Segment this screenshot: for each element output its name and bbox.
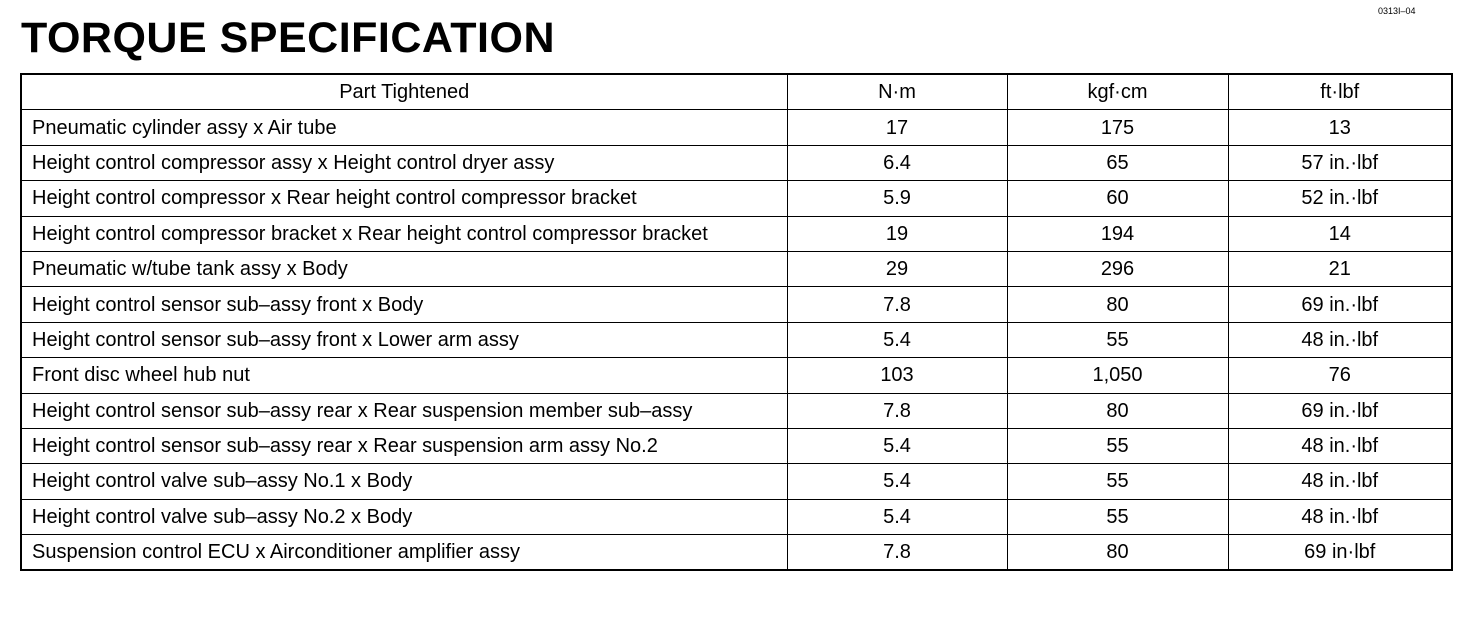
header-kgf-cm: kgf·cm — [1007, 74, 1228, 110]
ft-lbf-cell: 76 — [1228, 358, 1452, 393]
kgf-cm-cell: 194 — [1007, 216, 1228, 251]
nm-cell: 6.4 — [787, 145, 1007, 180]
ft-lbf-cell: 69 in.·lbf — [1228, 393, 1452, 428]
part-cell: Height control sensor sub–assy front x Body — [21, 287, 787, 322]
table-row — [21, 287, 1452, 322]
table-row — [21, 216, 1452, 251]
ft-lbf-cell: 48 in.·lbf — [1228, 464, 1452, 499]
table-row — [21, 181, 1452, 216]
part-cell: Height control sensor sub–assy rear x Rear suspension member sub–assy — [21, 393, 787, 428]
kgf-cm-cell: 55 — [1007, 322, 1228, 357]
ft-lbf-cell: 57 in.·lbf — [1228, 145, 1452, 180]
nm-cell: 5.4 — [787, 499, 1007, 534]
part-cell: Pneumatic w/tube tank assy x Body — [21, 251, 787, 286]
part-cell: Height control valve sub–assy No.2 x Body — [21, 499, 787, 534]
table-row — [21, 499, 1452, 534]
kgf-cm-cell: 55 — [1007, 499, 1228, 534]
part-cell: Pneumatic cylinder assy x Air tube — [21, 110, 787, 145]
table-row — [21, 322, 1452, 357]
part-cell: Height control valve sub–assy No.1 x Body — [21, 464, 787, 499]
table-row — [21, 358, 1452, 393]
kgf-cm-cell: 80 — [1007, 287, 1228, 322]
kgf-cm-cell: 296 — [1007, 251, 1228, 286]
table-row — [21, 393, 1452, 428]
kgf-cm-cell: 80 — [1007, 393, 1228, 428]
part-cell: Height control compressor assy x Height control dryer assy — [21, 145, 787, 180]
torque-table — [20, 73, 1453, 571]
ft-lbf-cell: 14 — [1228, 216, 1452, 251]
table-row — [21, 535, 1452, 571]
part-cell: Suspension control ECU x Airconditioner amplifier assy — [21, 535, 787, 571]
kgf-cm-cell: 55 — [1007, 428, 1228, 463]
ft-lbf-cell: 52 in.·lbf — [1228, 181, 1452, 216]
nm-cell: 17 — [787, 110, 1007, 145]
page-title: TORQUE SPECIFICATION — [21, 14, 555, 62]
kgf-cm-cell: 60 — [1007, 181, 1228, 216]
kgf-cm-cell: 1,050 — [1007, 358, 1228, 393]
table-row — [21, 464, 1452, 499]
nm-cell: 5.9 — [787, 181, 1007, 216]
ft-lbf-cell: 48 in.·lbf — [1228, 322, 1452, 357]
part-cell: Height control compressor bracket x Rear height control compressor bracket — [21, 216, 787, 251]
nm-cell: 7.8 — [787, 535, 1007, 571]
part-cell: Height control sensor sub–assy front x Lower arm assy — [21, 322, 787, 357]
table-row — [21, 110, 1452, 145]
ft-lbf-cell: 48 in.·lbf — [1228, 499, 1452, 534]
kgf-cm-cell: 175 — [1007, 110, 1228, 145]
document-code: 0313I–04 — [1378, 6, 1416, 16]
kgf-cm-cell: 65 — [1007, 145, 1228, 180]
ft-lbf-cell: 48 in.·lbf — [1228, 428, 1452, 463]
table-row — [21, 428, 1452, 463]
kgf-cm-cell: 55 — [1007, 464, 1228, 499]
nm-cell: 7.8 — [787, 393, 1007, 428]
ft-lbf-cell: 69 in.·lbf — [1228, 287, 1452, 322]
part-cell: Height control compressor x Rear height control compressor bracket — [21, 181, 787, 216]
ft-lbf-cell: 13 — [1228, 110, 1452, 145]
header-part-tightened: Part Tightened — [21, 74, 787, 110]
header-nm: N·m — [787, 74, 1007, 110]
nm-cell: 5.4 — [787, 428, 1007, 463]
part-cell: Front disc wheel hub nut — [21, 358, 787, 393]
nm-cell: 5.4 — [787, 322, 1007, 357]
table-row — [21, 251, 1452, 286]
nm-cell: 7.8 — [787, 287, 1007, 322]
ft-lbf-cell: 21 — [1228, 251, 1452, 286]
header-ft-lbf: ft·lbf — [1228, 74, 1452, 110]
header-row — [21, 74, 1452, 110]
kgf-cm-cell: 80 — [1007, 535, 1228, 571]
nm-cell: 5.4 — [787, 464, 1007, 499]
part-cell: Height control sensor sub–assy rear x Rear suspension arm assy No.2 — [21, 428, 787, 463]
nm-cell: 19 — [787, 216, 1007, 251]
table-row — [21, 145, 1452, 180]
ft-lbf-cell: 69 in·lbf — [1228, 535, 1452, 571]
nm-cell: 103 — [787, 358, 1007, 393]
nm-cell: 29 — [787, 251, 1007, 286]
